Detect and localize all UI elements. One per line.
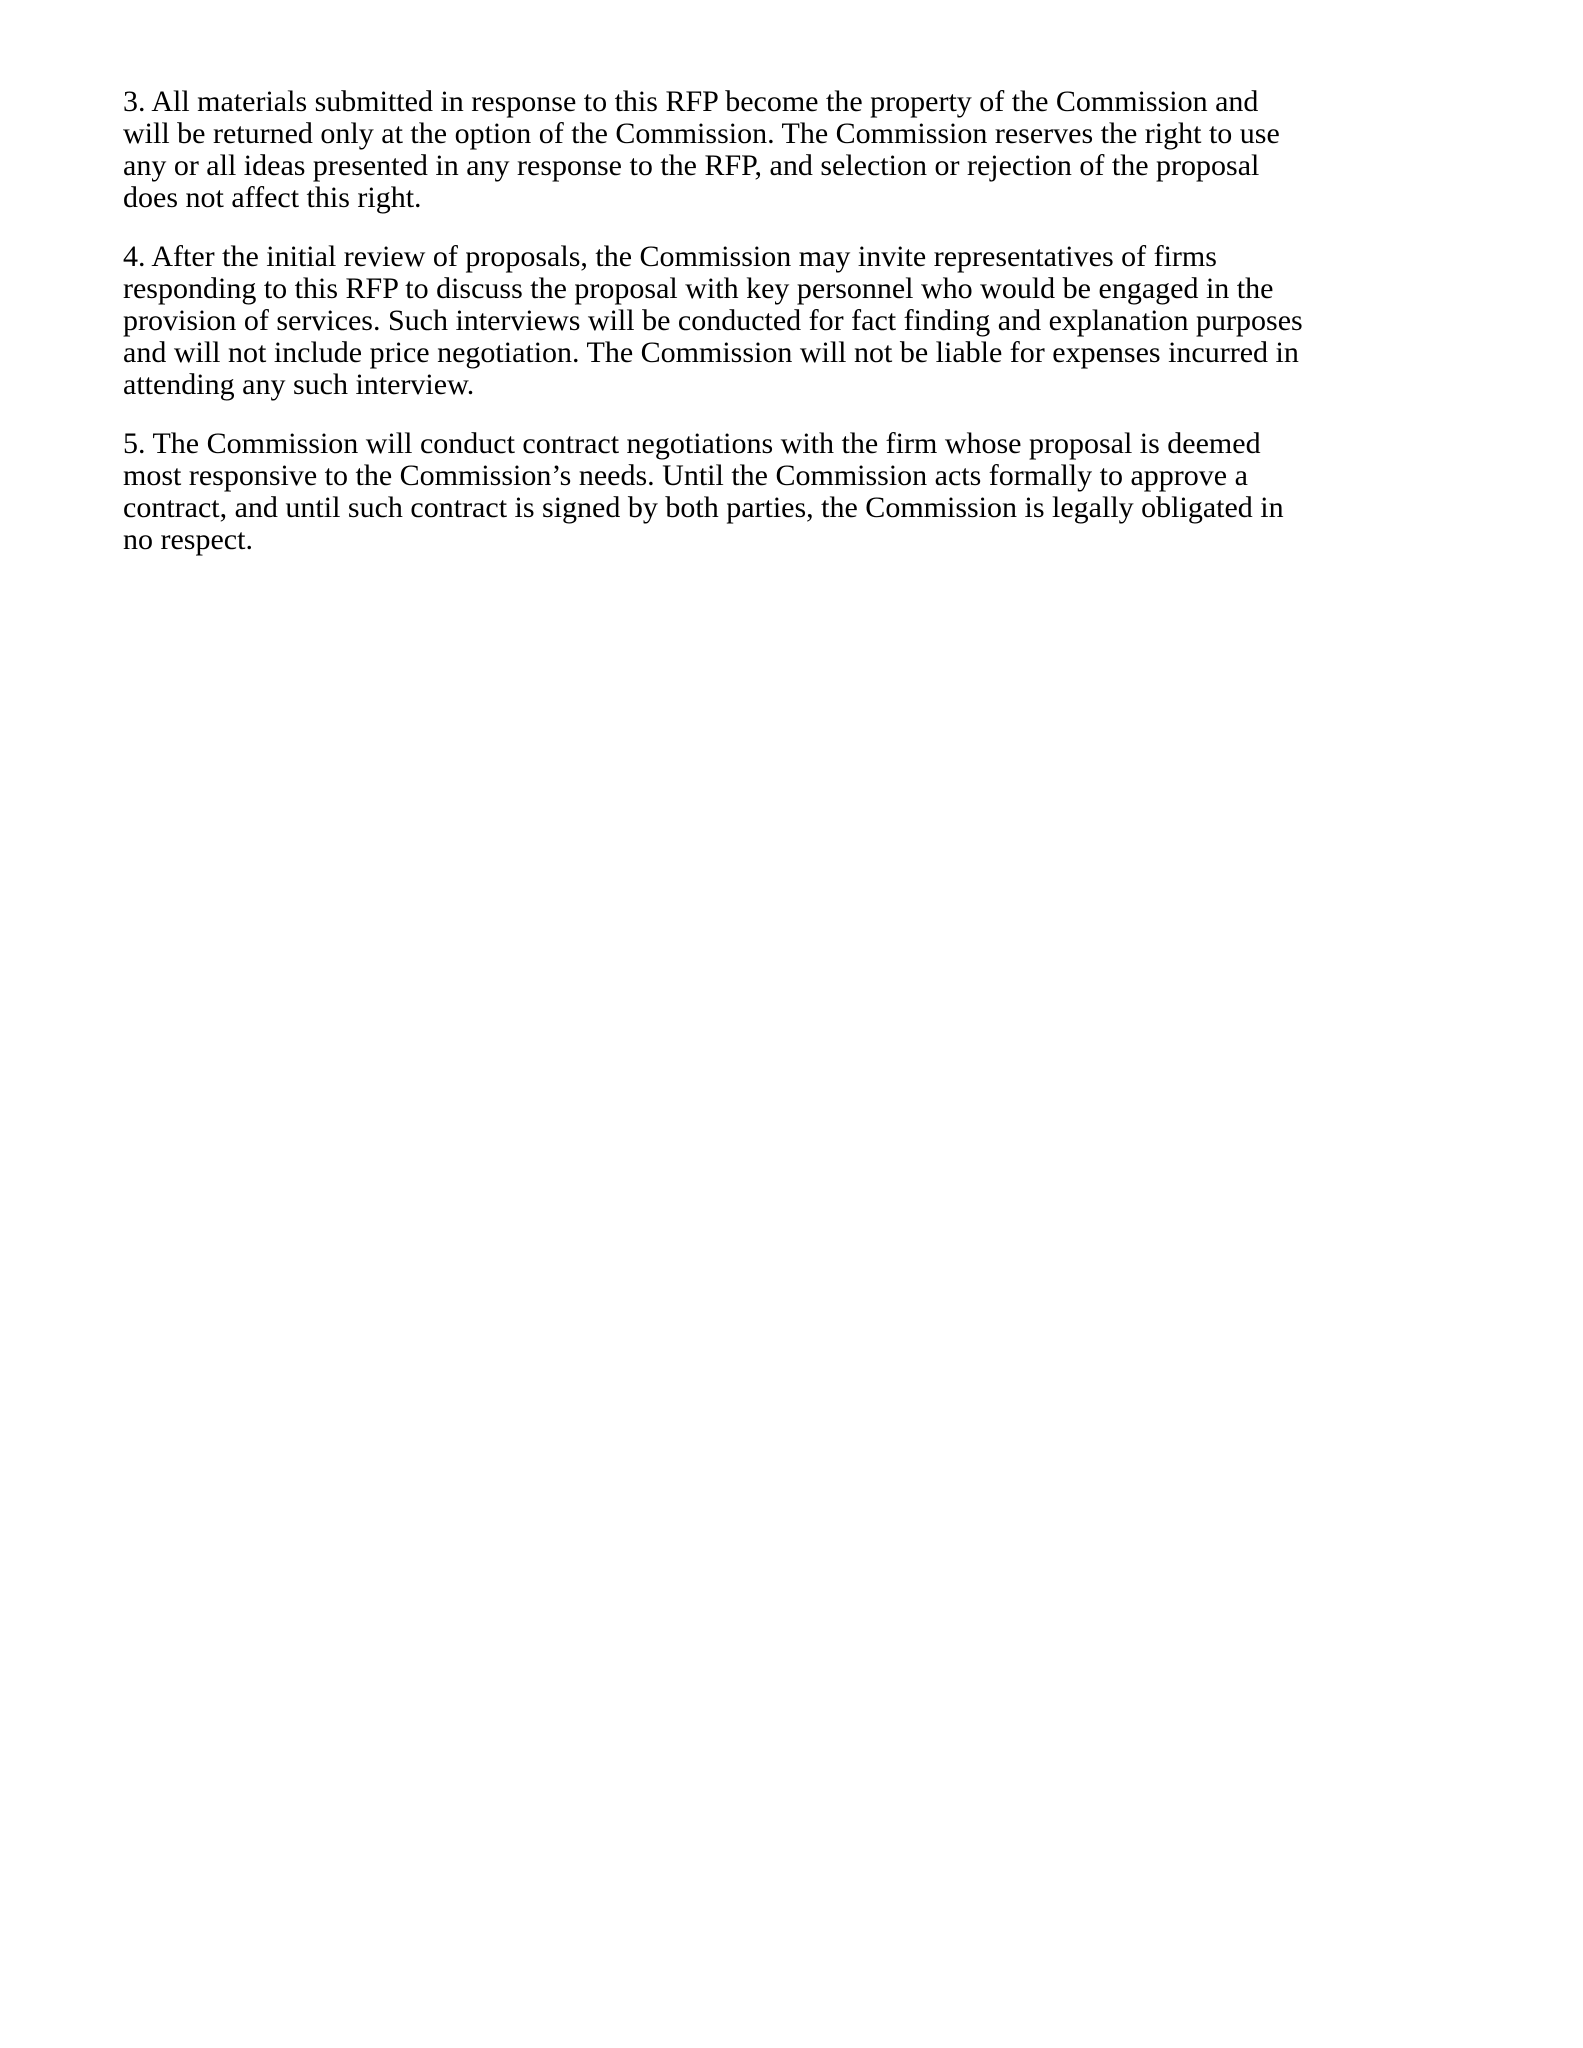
text-line: 5. The Commission will conduct contract negotiations with the firm whose proposal is deemed bbox=[123, 427, 1261, 460]
text-line: provision of services. Such interviews will be conducted for fact finding and explanation purposes bbox=[123, 304, 1303, 337]
text-line: no respect. bbox=[123, 523, 253, 556]
text-line: and will not include price negotiation. The Commission will not be liable for expenses incurred in bbox=[123, 336, 1299, 369]
text-line: responding to this RFP to discuss the proposal with key personnel who would be engaged in the bbox=[123, 272, 1274, 305]
text-line: most responsive to the Commission’s needs. Until the Commission acts formally to approve a bbox=[123, 459, 1248, 492]
document-body-text bbox=[123, 86, 1413, 583]
paragraph-3 bbox=[123, 86, 1413, 214]
text-line: any or all ideas presented in any response to the RFP, and selection or rejection of the proposal bbox=[123, 149, 1260, 182]
paragraph-4 bbox=[123, 241, 1413, 401]
text-line: 3. All materials submitted in response to this RFP become the property of the Commission and bbox=[123, 85, 1259, 118]
text-line: 4. After the initial review of proposals, the Commission may invite representatives of firms bbox=[123, 240, 1217, 273]
text-line: contract, and until such contract is signed by both parties, the Commission is legally obligated in bbox=[123, 491, 1284, 524]
text-line: does not affect this right. bbox=[123, 181, 422, 214]
paragraph-5 bbox=[123, 428, 1413, 556]
text-line: attending any such interview. bbox=[123, 368, 475, 401]
text-line: will be returned only at the option of the Commission. The Commission reserves the right to use bbox=[123, 117, 1280, 150]
